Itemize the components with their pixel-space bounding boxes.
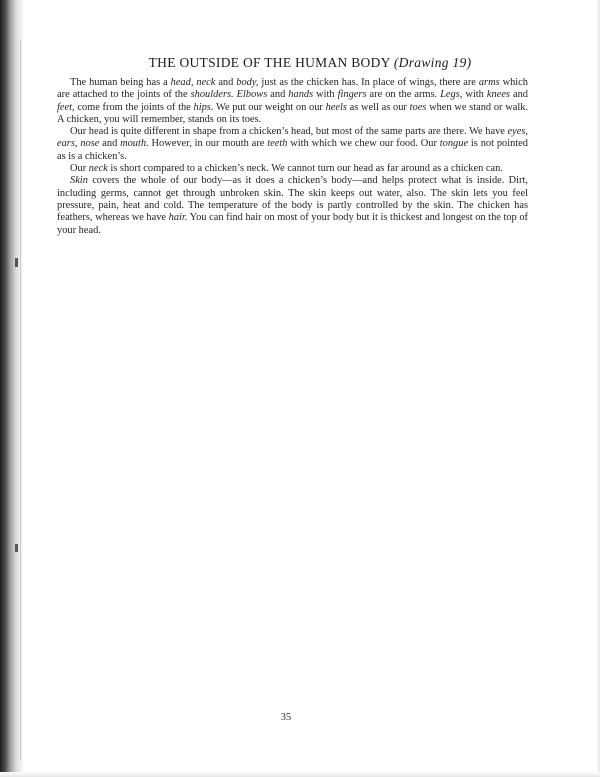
emphasized-term: Skin xyxy=(70,175,88,187)
emphasized-term: neck xyxy=(196,77,216,88)
page-title xyxy=(60,55,560,71)
emphasized-term: head, xyxy=(170,77,194,88)
emphasized-term: hair. xyxy=(168,212,188,224)
paragraph-skin: Skin covers the whole of our body—as it does a chicken’s body—and helps protect what is inside. Dirt, including germs, cannot get through unbroken skin. The skin keeps out water, also. The skin lets you feel pressure, pain, heat and cold. The temperature of the body is partly controlled by the skin. The chicken has feathers, whereas we have hair. You can find hair on most of your body but it is thickest and longest on the top of your head. xyxy=(57,175,529,236)
emphasized-term: Elbows xyxy=(236,89,268,101)
emphasized-term: hands xyxy=(288,89,314,101)
emphasized-term: neck xyxy=(88,163,108,175)
emphasized-term: heels xyxy=(325,101,347,113)
page-title-drawing-ref: (Drawing 19) xyxy=(393,55,472,70)
binding-mark xyxy=(15,544,18,552)
page-number: 35 xyxy=(280,712,292,723)
emphasized-term: tongue xyxy=(439,138,469,150)
page-title-main: THE OUTSIDE OF THE HUMAN BODY xyxy=(148,55,391,70)
emphasized-term: nose xyxy=(80,138,100,150)
emphasized-term: teeth xyxy=(267,138,288,150)
binding-mark xyxy=(15,258,18,267)
page-bottom-edge xyxy=(0,772,600,777)
emphasized-term: hips. xyxy=(193,101,214,113)
page-right-edge xyxy=(596,0,600,777)
page-left-edge-line xyxy=(20,40,21,760)
emphasized-term: arms xyxy=(478,77,500,88)
emphasized-term: shoulders. xyxy=(190,89,234,101)
emphasized-term: Legs, xyxy=(440,89,463,101)
body-text xyxy=(57,77,528,237)
paragraph-body-parts: The human being has a head, neck and body, just as the chicken has. In place of wings, there are arms which are attached to the joints of the shoulders. Elbows and hands with fingers are on the arms. Legs, with knees and feet, come from the joints of the hips. We put our weight on our heels as well as our toes when we stand or walk. A chicken, you will remember, stands on its toes. xyxy=(57,77,529,125)
emphasized-term: eyes, xyxy=(507,126,528,138)
paragraph-head: Our head is quite different in shape from a chicken’s head, but most of the same parts are there. We have eyes, ears, nose and mouth. However, in our mouth are teeth with which we chew our food. Our tongue is not pointed as is a chicken’s. xyxy=(57,126,528,162)
emphasized-term: mouth. xyxy=(120,138,149,150)
emphasized-term: feet, xyxy=(57,101,75,113)
emphasized-term: knees xyxy=(486,89,510,101)
paragraph-neck: Our neck is short compared to a chicken’s neck. We cannot turn our head as far around as a chicken can. xyxy=(70,163,503,175)
emphasized-term: ears, xyxy=(57,138,78,150)
emphasized-term: fingers xyxy=(337,89,367,101)
emphasized-term: toes xyxy=(409,101,427,113)
emphasized-term: body, xyxy=(236,77,259,88)
